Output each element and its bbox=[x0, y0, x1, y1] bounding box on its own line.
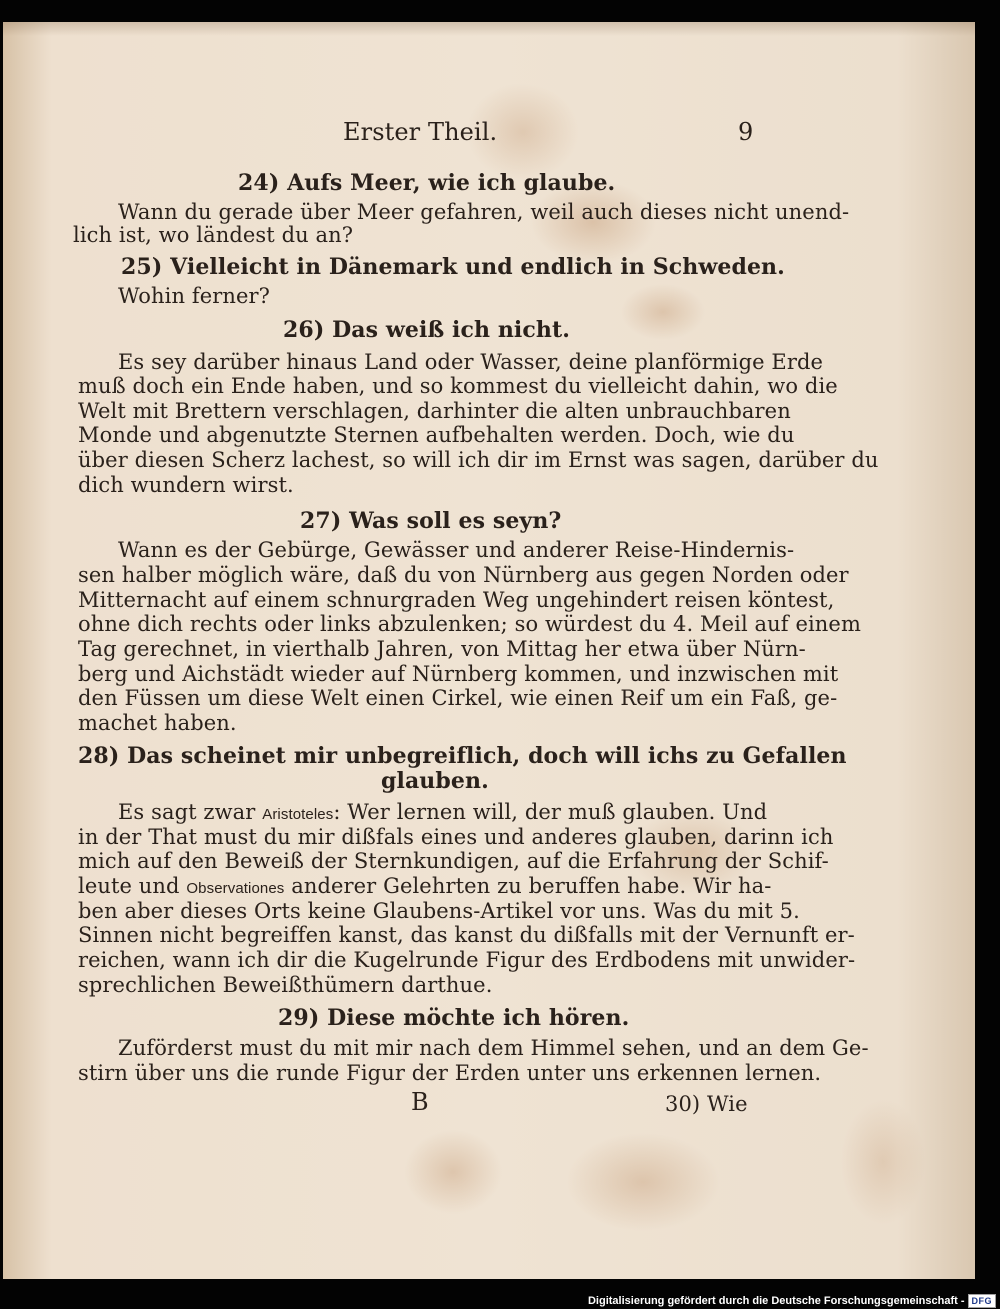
answer-27-line-3: Mitternacht auf einem schnurgraden Weg ungehindert reisen köntest, bbox=[78, 588, 835, 612]
answer-27-line-1: Wann es der Gebürge, Gewässer und anderer Reise-Hindernis- bbox=[118, 538, 795, 562]
answer-27-line-5: Tag gerechnet, in vierthalb Jahren, von Mittag her etwa über Nürn- bbox=[78, 637, 806, 661]
answer-28-line-8: sprechlichen Beweißthümern darthue. bbox=[78, 973, 493, 997]
catchword: 30) Wie bbox=[665, 1092, 748, 1116]
answer-28-line-7: reichen, wann ich dir die Kugelrunde Figur des Erdbodens mit unwider- bbox=[78, 948, 856, 972]
answer-26-line-5: über diesen Scherz lachest, so will ich dir im Ernst was sagen, darüber du bbox=[78, 448, 879, 472]
answer-28-suffix: : Wer lernen will, der muß glauben. Und bbox=[333, 800, 768, 824]
answer-28-line-2: in der That must du mir dißfals eines und anderes glauben, darinn ich bbox=[78, 825, 834, 849]
answer-28-line-5: ben aber dieses Orts keine Glaubens-Artikel vor uns. Was du mit 5. bbox=[78, 899, 800, 923]
latin-observationes: Observationes bbox=[186, 880, 285, 897]
answer-26-line-3: Welt mit Brettern verschlagen, darhinter die alten unbrauchbaren bbox=[78, 399, 791, 423]
signature-mark: B bbox=[411, 1088, 429, 1116]
question-26: 26) Das weiß ich nicht. bbox=[283, 317, 570, 343]
question-28-line-1: 28) Das scheinet mir unbegreiflich, doch will ichs zu Gefallen bbox=[78, 743, 847, 769]
answer-29-line-2: stirn über uns die runde Figur der Erden unter uns erkennen lernen. bbox=[78, 1061, 822, 1085]
answer-28-prefix: Es sagt zwar bbox=[118, 800, 263, 824]
question-25: 25) Vielleicht in Dänemark und endlich in Schweden. bbox=[121, 254, 785, 280]
question-24: 24) Aufs Meer, wie ich glaube. bbox=[238, 170, 616, 196]
answer-28-latin-prefix: leute und bbox=[78, 874, 187, 898]
answer-27-line-8: machet haben. bbox=[78, 711, 237, 735]
digitization-footer bbox=[588, 1294, 996, 1308]
question-29: 29) Diese möchte ich hören. bbox=[278, 1005, 630, 1031]
answer-24-line-1: Wann du gerade über Meer gefahren, weil auch dieses nicht unend- bbox=[118, 200, 850, 224]
answer-26-line-1: Es sey darüber hinaus Land oder Wasser, deine planförmige Erde bbox=[118, 350, 824, 374]
answer-28-latin-suffix: anderer Gelehrten zu beruffen habe. Wir ha- bbox=[284, 874, 772, 898]
answer-28-line-3: mich auf den Beweiß der Sternkundigen, auf die Erfahrung der Schif- bbox=[78, 849, 829, 873]
answer-26-line-2: muß doch ein Ende haben, und so kommest du vielleicht dahin, wo die bbox=[78, 374, 838, 398]
answer-27-line-4: ohne dich rechts oder links abzulenken; so würdest du 4. Meil auf einem bbox=[78, 612, 861, 636]
answer-27-line-6: berg und Aichstädt wieder auf Nürnberg kommen, und inzwischen mit bbox=[78, 662, 839, 686]
book-page bbox=[3, 22, 975, 1279]
answer-27-line-2: sen halber möglich wäre, daß du von Nürnberg aus gegen Norden oder bbox=[78, 563, 849, 587]
answer-28-line-1 bbox=[118, 800, 767, 824]
answer-28-line-6: Sinnen nicht begreiffen kanst, das kanst du dißfalls mit der Vernunft er- bbox=[78, 923, 855, 947]
answer-26-line-6: dich wundern wirst. bbox=[78, 473, 294, 497]
question-28-line-2: glauben. bbox=[381, 768, 489, 794]
page-edge-shadow bbox=[3, 22, 975, 36]
answer-26-line-4: Monde und abgenutzte Sternen aufbehalten werden. Doch, wie du bbox=[78, 423, 795, 447]
footer-credit-text: Digitalisierung gefördert durch die Deutsche Forschungsgemeinschaft - bbox=[587, 1295, 965, 1307]
answer-27-line-7: den Füssen um diese Welt einen Cirkel, wie einen Reif um ein Faß, ge- bbox=[78, 686, 838, 710]
question-27: 27) Was soll es seyn? bbox=[300, 508, 562, 534]
answer-25-line-1: Wohin ferner? bbox=[118, 284, 271, 308]
running-head-title: Erster Theil. bbox=[343, 118, 498, 146]
answer-29-line-1: Zuförderst must du mit mir nach dem Himmel sehen, und an dem Ge- bbox=[118, 1036, 869, 1060]
answer-28-line-4 bbox=[78, 874, 772, 898]
dfg-logo-icon: DFG bbox=[968, 1294, 997, 1308]
page-number: 9 bbox=[738, 118, 754, 146]
latin-aristoteles: Aristoteles bbox=[262, 806, 334, 823]
answer-24-line-2: lich ist, wo ländest du an? bbox=[73, 223, 354, 247]
